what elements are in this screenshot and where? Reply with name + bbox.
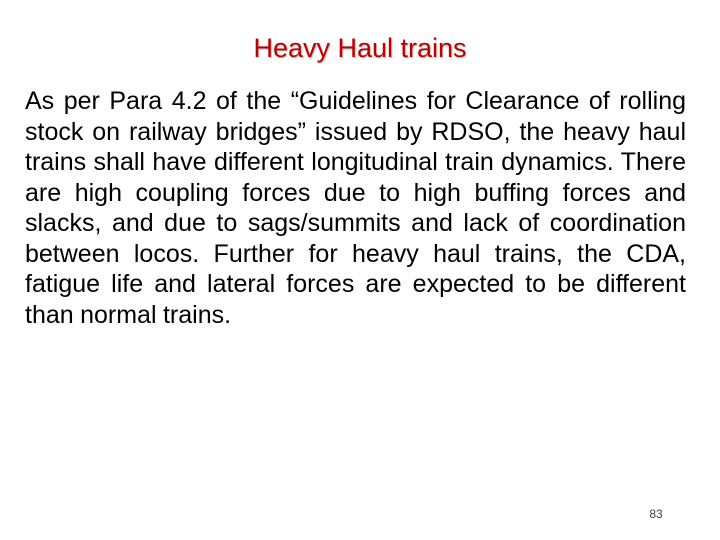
slide-body-text: As per Para 4.2 of the “Guidelines for Clearance of rolling stock on railway bridges” issued by RDSO, the heavy haul trains shall have different longitudinal train dynamics. There are high coupling forces due to high buffing forces and slacks, and due to sags/summits and lack of coordination between locos. Further for heavy haul trains, the CDA, fatigue life and lateral forces are expected to be different than normal trains. [25,87,686,329]
slide-title: Heavy Haul trains [253,33,467,63]
page-number: 83 [649,507,663,521]
